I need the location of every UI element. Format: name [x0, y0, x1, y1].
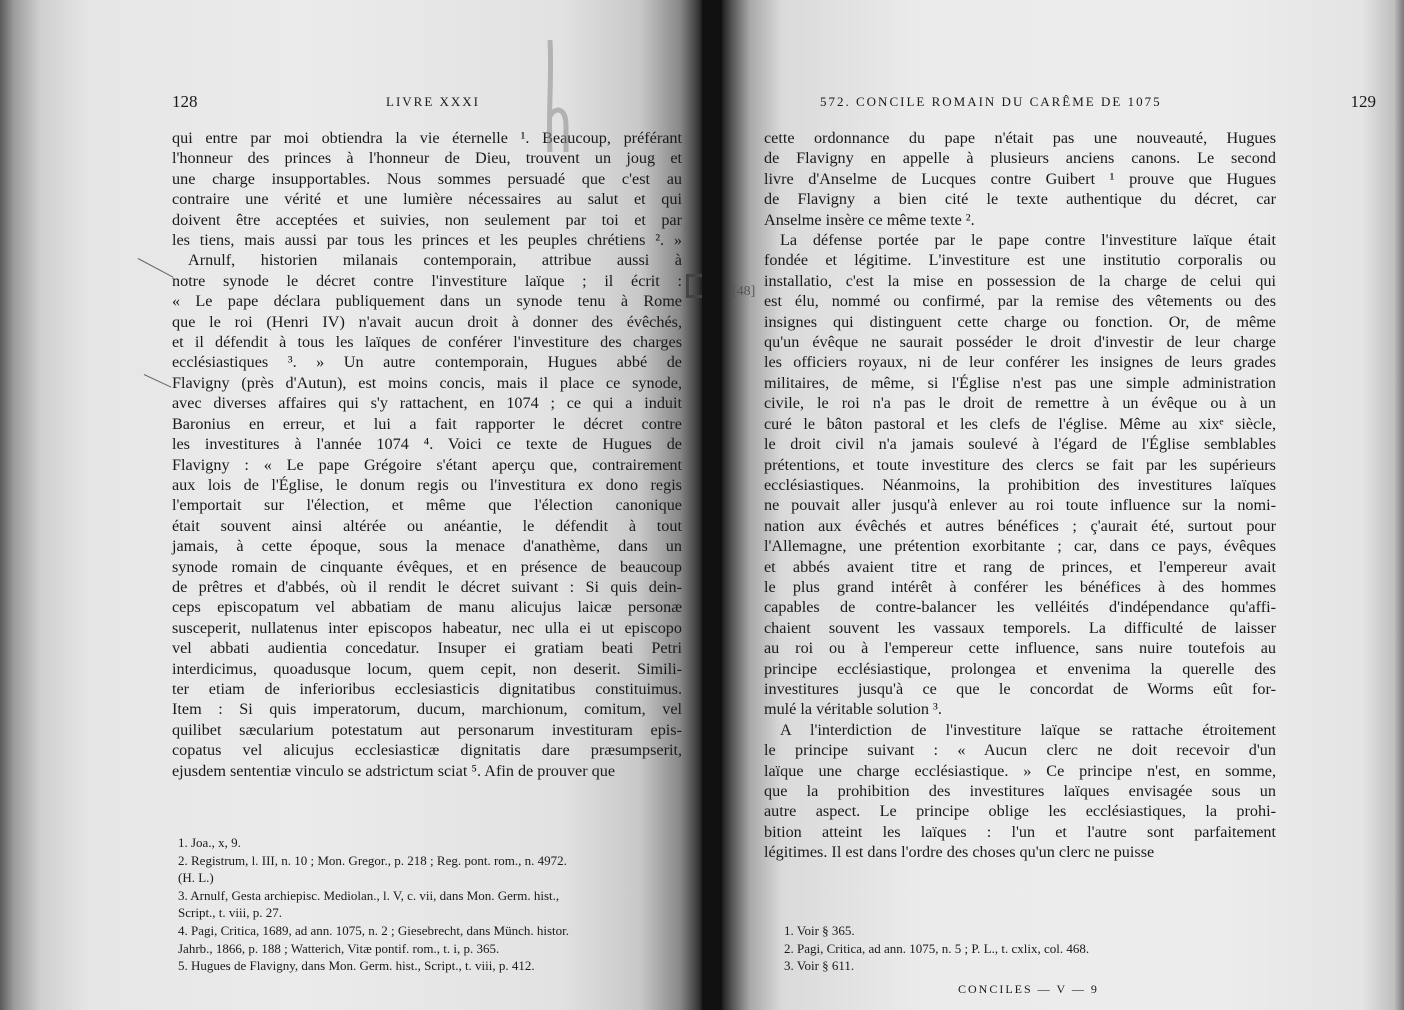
right-running-title: 572. CONCILE ROMAIN DU CARÊME DE 1075	[820, 94, 1162, 109]
text-line: Flavigny (près d'Autun), est moins concis, mais il place ce synode,	[172, 373, 682, 392]
text-line: copatus vel alicujus ecclesiasticæ dignitatis dare præsumpserit,	[172, 741, 682, 760]
text-line: et il défendit à tous les laïques de conférer l'investiture des charges	[172, 333, 682, 352]
text-line: de Flavigny a bien cité le texte authentique du décret, car	[764, 190, 1276, 209]
footnote: (H. L.)	[178, 870, 214, 886]
text-line: Baronius en erreur, et lui a fait rapporter le décret contre	[172, 414, 682, 433]
footnote: 2. Registrum, l. III, n. 10 ; Mon. Gregor., p. 218 ; Reg. pont. rom., n. 4972.	[178, 852, 567, 868]
text-line: principe ecclésiastique, prolongea et envenima la querelle des	[764, 659, 1276, 678]
text-line: jamais, à cette époque, sous la menace d'anathème, dans un	[172, 537, 682, 556]
book-gutter	[702, 0, 722, 1010]
left-footnotes	[178, 834, 678, 975]
text-line: synode romain de cinquante évêques, et en présence de beaucoup	[172, 557, 682, 576]
text-line: le plus grand intérêt à conférer les bénéfices à des hommes	[764, 577, 1276, 596]
text-line: Anselme insère ce même texte ².	[764, 210, 975, 229]
footnote: Jahrb., 1866, p. 188 ; Watterich, Vitæ pontif. rom., t. i, p. 365.	[178, 940, 500, 956]
text-line: aux lois de l'Église, le donum regis ou l'investitura ex dono regis	[172, 475, 682, 494]
right-body-text	[764, 128, 1276, 863]
text-line: de prêtres et d'abbés, où il rendit le décret suivant : Si quis dein-	[172, 577, 682, 596]
text-line: cette ordonnance du pape n'était pas une nouveauté, Hugues	[764, 129, 1276, 147]
text-line: avec diverses affaires qui s'y rattachent, en 1074 ; ce qui a induit	[172, 394, 682, 413]
footnote: 3. Arnulf, Gesta archiepisc. Mediolan., l. V, c. vii, dans Mon. Germ. hist.,	[178, 887, 560, 903]
text-line: de Flavigny en appelle à plusieurs anciens canons. Le second	[764, 149, 1276, 168]
text-line: ejusdem sententiæ vinculo se adstrictum sciat ⁵. Afin de prouver que	[172, 761, 616, 780]
text-line: laïque une charge ecclésiastique. » Ce principe n'est, en somme,	[764, 761, 1276, 780]
text-line: investitures jusqu'à ce que le concordat de Worms eût for-	[764, 679, 1276, 698]
footnote: 4. Pagi, Critica, 1689, ad ann. 1075, n. 2 ; Giesebrecht, dans Münch. histor.	[178, 922, 570, 938]
footnote: 3. Voir § 611.	[784, 958, 855, 974]
pencil-mark	[536, 36, 570, 156]
text-line: insignes qui distinguent cette charge ou fonction. Or, de même	[764, 312, 1276, 331]
text-line: chaient souvent les vassaux temporels. La difficulté de laisser	[764, 618, 1276, 637]
text-line: contraire une vérité et une lumière nécessaires au salut et qui	[172, 190, 682, 209]
text-line: les tiens, mais aussi par tous les princes et les peuples chrétiens ². »	[172, 231, 682, 250]
text-line: Arnulf, historien milanais contemporain, attribue aussi à	[188, 251, 682, 270]
text-line: au roi ou à l'empereur cette influence, sans nuire toutefois au	[764, 639, 1276, 658]
text-line: La défense portée par le pape contre l'investiture laïque était	[780, 231, 1276, 250]
text-line: curé le bâton pastoral et les clefs de l'église. Même au xixᵉ siècle,	[764, 414, 1276, 433]
text-line: susceperit, nullatenus inter episcopos habeatur, nec ulla ei ut episcopo	[172, 618, 682, 637]
footnote: Script., t. viii, p. 27.	[178, 905, 282, 921]
text-line: quilibet sæcularium potestatum aut personarum investituram epis-	[172, 720, 682, 739]
right-page-number: 129	[1350, 92, 1376, 111]
text-line: prétentions, et toute investiture des clercs se fait par les supérieurs	[764, 455, 1276, 474]
text-line: interdicimus, quoadusque locum, quem cepit, non deserit. Simili-	[172, 659, 682, 678]
text-line: que la prohibition des investitures laïques envisagée sous un	[764, 782, 1276, 800]
text-line: l'honneur des princes à l'honneur de Dieu, trouvent un joug et	[172, 149, 682, 168]
text-line: ecclésiastiques. Néanmoins, la prohibition des investitures laïques	[764, 475, 1276, 494]
text-line: autre aspect. Le principe oblige les ecclésiastiques, la prohi-	[764, 802, 1276, 821]
text-line: Item : Si quis imperatorum, ducum, marchionum, comitum, vel	[172, 700, 682, 719]
text-line: livre d'Anselme de Lucques contre Guibert ¹ prouve que Hugues	[764, 169, 1276, 188]
footnote: 5. Hugues de Flavigny, dans Mon. Germ. hist., Script., t. viii, p. 412.	[178, 958, 535, 974]
text-line: notre synode le décret contre l'investiture laïque ; il écrit :	[172, 271, 682, 290]
text-line: qu'un évêque ne saurait posséder le droit d'investir de leur charge	[764, 333, 1276, 352]
text-line: fondée et légitime. L'investiture est une institutio corporalis ou	[764, 251, 1276, 270]
text-line: qui entre par moi obtiendra la vie éternelle ¹. Beaucoup, préférant	[172, 129, 682, 147]
left-body-text	[172, 128, 682, 781]
text-line: vel abbati audientia concedatur. Insuper ei gratiam beati Petri	[172, 639, 682, 658]
text-line: Flavigny : « Le pape Grégoire s'étant aperçu que, contrairement	[172, 455, 682, 474]
footnote: 1. Joa., x, 9.	[178, 835, 241, 850]
left-page-number: 128	[172, 92, 198, 111]
text-line: une charge insupportables. Nous sommes persuadé que c'est au	[172, 169, 682, 188]
text-line: bition atteint les laïques : l'un et l'autre sont parfaitement	[764, 822, 1276, 841]
text-line: mulé la véritable solution ³.	[764, 700, 942, 719]
text-line: légitimes. Il est dans l'ordre des choses qu'un clerc ne puisse	[764, 843, 1155, 862]
text-line: installatio, c'est la mise en possession de la charge de celui qui	[764, 271, 1276, 290]
text-line: doivent être acceptées et suivies, non seulement par toi et par	[172, 210, 682, 229]
text-line: l'Allemagne, une prétention exorbitante ; car, dans ce pays, évêques	[764, 537, 1276, 556]
text-line: ceps episcopatum vel abbatiam de manu alicujus laicæ personæ	[172, 598, 682, 617]
text-line: que le roi (Henri IV) n'avait aucun droit à donner des évêchés,	[172, 312, 682, 331]
text-line: est élu, nommé ou confirmé, par la remise des vêtements ou des	[764, 292, 1276, 311]
text-line: capables de contre-balancer les velléités d'indépendance qu'affi-	[764, 598, 1276, 617]
margin-page-reference: [48]	[732, 284, 756, 299]
signature-mark: CONCILES — V — 9	[958, 982, 1099, 996]
text-line: ecclésiastiques ³. » Un autre contemporain, Hugues abbé de	[172, 353, 682, 372]
text-line: militaires, de même, si l'Église n'est pas une simple administration	[764, 373, 1276, 392]
text-line: était souvent ainsi altérée ou anéantie, le défendit à tout	[172, 516, 682, 535]
margin-scratch-upper	[138, 258, 174, 278]
text-line: et abbés avaient titre et rang de princes, et l'empereur avait	[764, 557, 1276, 576]
right-page	[722, 0, 1404, 1010]
text-line: les officiers royaux, ni de leur conférer les insignes de leurs grades	[764, 353, 1276, 372]
left-running-title: LIVRE XXXI	[386, 94, 481, 109]
text-line: les investitures à l'année 1074 ⁴. Voici ce texte de Hugues de	[172, 435, 682, 454]
margin-scratch-lower	[144, 374, 172, 388]
text-line: ter etiam de inferioribus ecclesiasticis dignitatibus constituimus.	[172, 679, 682, 698]
text-line: civile, le roi n'a pas le droit de remettre à un évêque ou à un	[764, 394, 1276, 413]
text-line: ne pouvait aller jusqu'à enlever au roi toute influence sur la nomi-	[764, 496, 1276, 515]
text-line: le droit civil n'a jamais soulevé à l'égard de l'Église semblables	[764, 435, 1276, 454]
text-line: le principe suivant : « Aucun clerc ne doit recevoir d'un	[764, 741, 1276, 760]
footnote: 2. Pagi, Critica, ad ann. 1075, n. 5 ; P. L., t. cxlix, col. 468.	[784, 940, 1090, 956]
text-line: « Le pape déclara publiquement dans un synode tenu à Rome	[172, 292, 682, 311]
text-line: l'emportait sur l'élection, et même que l'élection canonique	[172, 496, 682, 515]
right-footnotes	[784, 922, 1274, 975]
text-line: A l'interdiction de l'investiture laïque se rattache étroitement	[780, 720, 1276, 739]
text-line: nation aux évêchés et autres bénéfices ; ç'aurait été, surtout pour	[764, 516, 1276, 535]
footnote: 1. Voir § 365.	[784, 923, 855, 938]
